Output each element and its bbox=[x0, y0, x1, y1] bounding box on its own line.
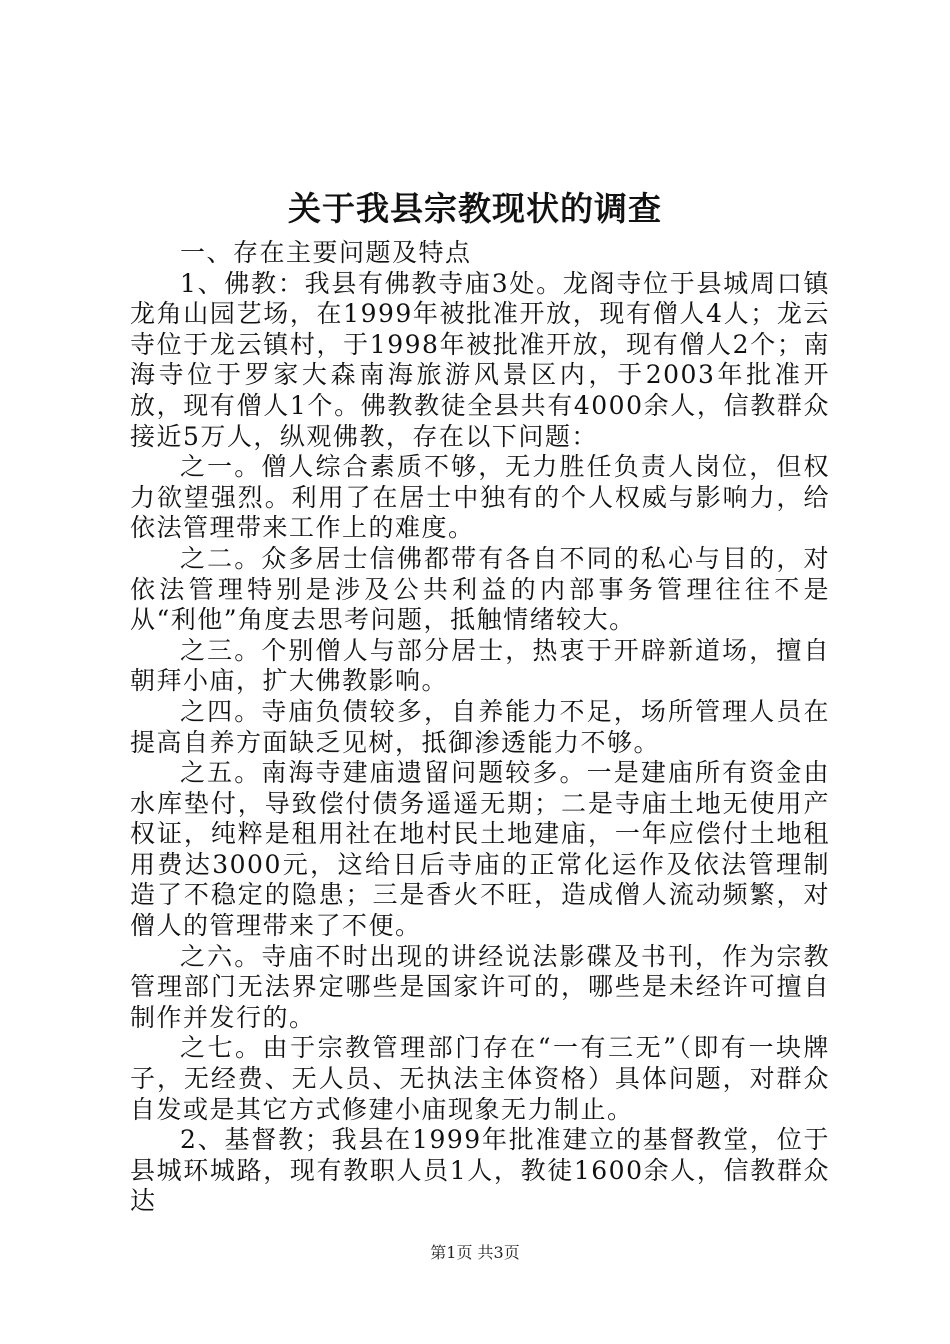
section-heading: 一、存在主要问题及特点 bbox=[180, 238, 472, 267]
paragraph-buddhism: 1、佛教：我县有佛教寺庙3处。龙阁寺位于县城周口镇龙角山园艺场，在1999年被批准开放，现有僧人4人；龙云寺位于龙云镇村，于1998年被批准开放，现有僧人2个；南海寺位于罗家大森南海旅游风景区内，于2003年批准开放，现有僧人1个。佛教教徒全县共有4000余人，信教群众接近5万人，纵观佛教，存在以下问题： bbox=[130, 268, 830, 451]
paragraph-issue-5: 之五。南海寺建庙遗留问题较多。一是建庙所有资金由水库垫付，导致偿付债务遥遥无期；二是寺庙土地无使用产权证，纯粹是租用社在地村民土地建庙，一年应偿付土地租用费达3000元，这给日后寺庙的正常化运作及依法管理制造了不稳定的隐患；三是香火不旺，造成僧人流动频繁，对僧人的管理带来了不便。 bbox=[130, 758, 830, 941]
paragraph-christianity: 2、基督教；我县在1999年批准建立的基督教堂，位于县城环城路，现有教职人员1人，教徒1600余人，信教群众达 bbox=[130, 1125, 830, 1216]
document-title: 关于我县宗教现状的调查 bbox=[288, 189, 662, 228]
document-body bbox=[130, 238, 830, 1217]
paragraph-issue-6: 之六。寺庙不时出现的讲经说法影碟及书刊，作为宗教管理部门无法界定哪些是国家许可的，哪些是未经许可擅自制作并发行的。 bbox=[130, 941, 830, 1032]
paragraph-issue-2: 之二。众多居士信佛都带有各自不同的私心与目的，对依法管理特别是涉及公共利益的内部事务管理往往不是从“利他”角度去思考问题，抵触情绪较大。 bbox=[130, 543, 830, 635]
paragraph-issue-4: 之四。寺庙负债较多，自养能力不足，场所管理人员在提高自养方面缺乏见树，抵御渗透能力不够。 bbox=[130, 696, 830, 757]
page-number-footer: 第1页 共3页 bbox=[430, 1243, 520, 1262]
paragraph-issue-3: 之三。个别僧人与部分居士，热衷于开辟新道场，擅自朝拜小庙，扩大佛教影响。 bbox=[130, 635, 830, 696]
paragraph-issue-1: 之一。僧人综合素质不够，无力胜任负责人岗位，但权力欲望强烈。利用了在居士中独有的个人权威与影响力，给依法管理带来工作上的难度。 bbox=[130, 452, 830, 543]
paragraph-issue-7: 之七。由于宗教管理部门存在“一有三无”（即有一块牌子，无经费、无人员、无执法主体资格）具体问题，对群众自发或是其它方式修建小庙现象无力制止。 bbox=[130, 1033, 830, 1124]
